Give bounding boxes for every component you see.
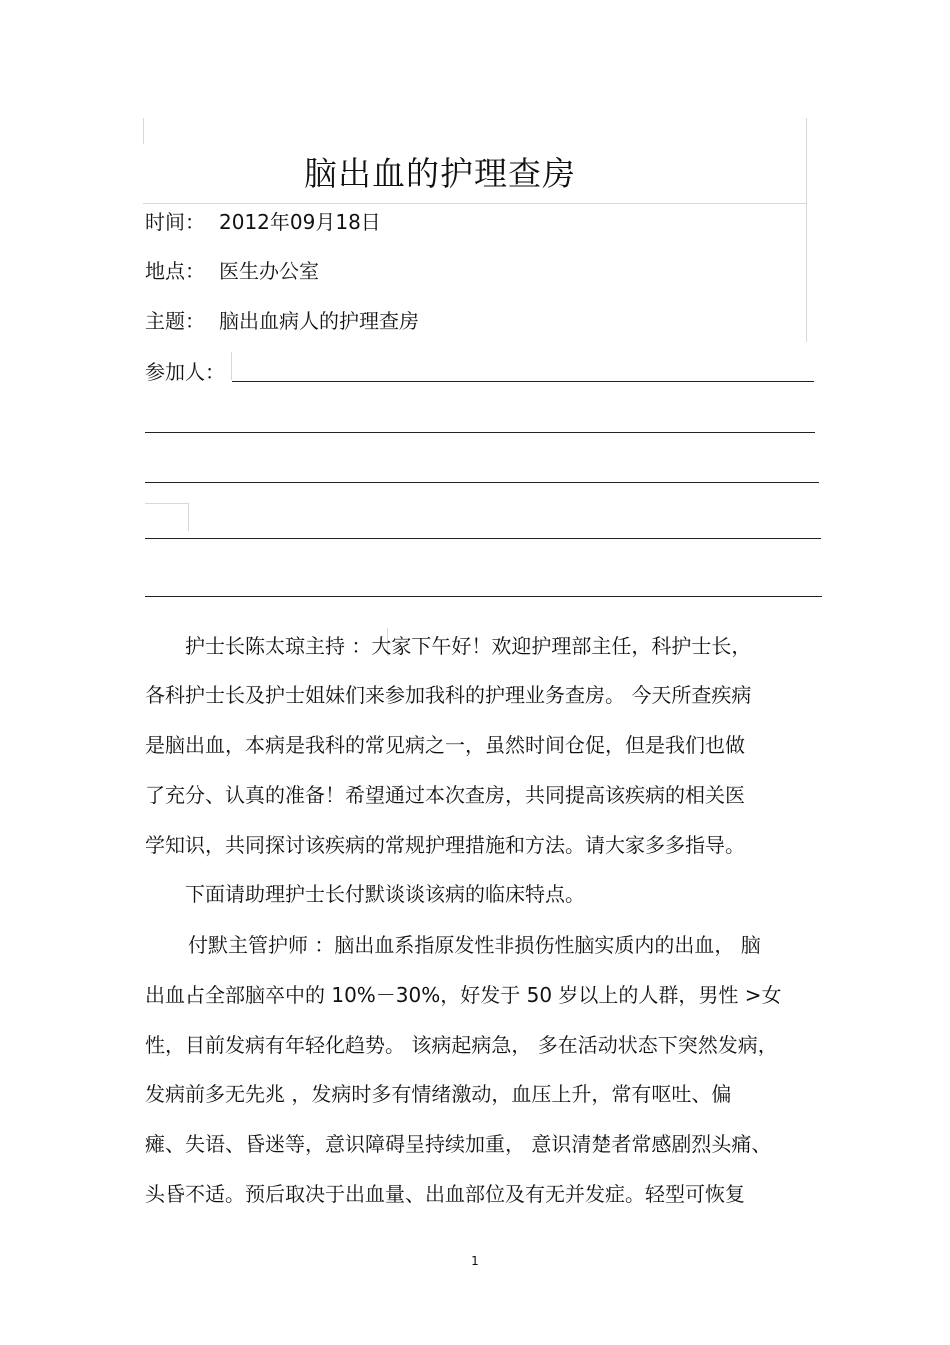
- meta-topic: [145, 305, 419, 334]
- body-line: 发病前多无先兆 ，发病时多有情绪激动，血压上升，常有呕吐、偏: [145, 1082, 732, 1106]
- body-line: 各科护士长及护士姐妹们来参加我科的护理业务查房。 今天所查疾病: [145, 683, 752, 707]
- page-title: 脑出血的护理查房: [304, 154, 576, 193]
- meta-time-value: 2012年09月18日: [219, 210, 381, 234]
- body-line: 护士长陈太琼主持 ：大家下午好！欢迎护理部主任，科护士长，: [185, 634, 752, 658]
- frame-line-left: [143, 118, 144, 144]
- frame-line-small: [145, 503, 189, 504]
- body-line: 出血占全部脑卒中的 10%－30%，好发于 50 岁以上的人群，男性 >女: [145, 983, 782, 1007]
- body-line: 下面请助理护士长付默谈谈该病的临床特点。: [185, 882, 585, 906]
- body-line: 付默主管护师 ：脑出血系指原发性非损伤性脑实质内的出血， 脑: [188, 933, 761, 957]
- meta-participants-label: 参加人：: [145, 360, 225, 384]
- body-line: 性，目前发病有年轻化趋势。 该病起病急， 多在活动状态下突然发病，: [145, 1033, 778, 1057]
- meta-location: [145, 255, 319, 284]
- meta-time-label: 时间：: [145, 210, 205, 234]
- frame-line-participants: [231, 352, 232, 380]
- frame-line-small-v: [188, 503, 189, 531]
- body-line: 学知识，共同探讨该疾病的常规护理措施和方法。请大家多多指导。: [145, 833, 745, 857]
- blank-line: [145, 596, 822, 597]
- blank-line: [145, 538, 821, 539]
- page-number: 1: [471, 1254, 479, 1268]
- meta-topic-label: 主题：: [145, 309, 205, 333]
- body-line: 头昏不适。预后取决于出血量、出血部位及有无并发症。轻型可恢复: [145, 1182, 745, 1206]
- blank-line: [145, 482, 819, 483]
- frame-line-top: [143, 203, 807, 204]
- blank-line: [232, 381, 814, 382]
- body-line: 是脑出血，本病是我科的常见病之一，虽然时间仓促，但是我们也做: [145, 733, 745, 757]
- body-line: 瘫、失语、昏迷等，意识障碍呈持续加重， 意识清楚者常感剧烈头痛、: [145, 1132, 772, 1156]
- meta-location-label: 地点：: [145, 259, 205, 283]
- meta-location-value: 医生办公室: [219, 259, 319, 283]
- meta-participants: [145, 356, 225, 385]
- meta-topic-value: 脑出血病人的护理查房: [219, 309, 419, 333]
- body-line: 了充分、认真的准备！希望通过本次查房，共同提高该疾病的相关医: [145, 783, 745, 807]
- meta-time: [145, 206, 381, 235]
- blank-line: [145, 432, 815, 433]
